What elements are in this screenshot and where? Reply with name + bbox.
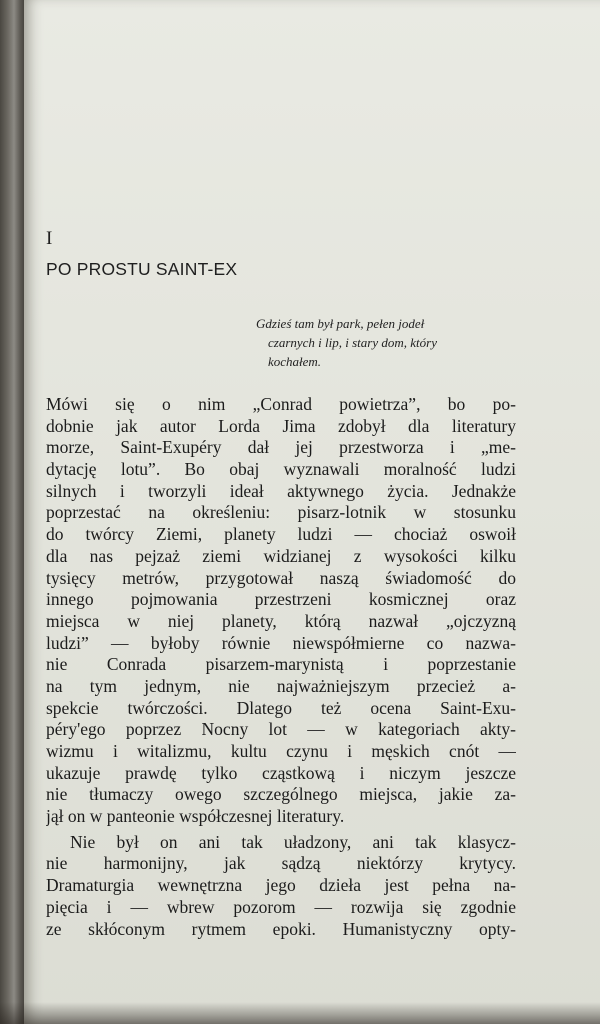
epigraph-line: Gdzieś tam był park, pełen jodeł [256,316,425,331]
body-line: morze, Saint-Exupéry dał jej przestworza i „me- [46,437,516,458]
chapter-number: I [46,228,53,249]
epigraph-line: czarnych i lip, i stary dom, który [268,335,437,350]
body-line: nie harmonijny, jak sądzą niektórzy krytycy. [46,853,516,874]
body-line: ukazuje prawdę tylko cząstkową i niczym jeszcze [46,762,516,783]
body-line: spekcie twórczości. Dlatego też ocena Saint-Exu- [46,697,516,718]
body-line: Dramaturgia wewnętrzna jego dzieła jest pełna na- [46,875,516,896]
body-line: pięcia i — wbrew pozorom — rozwija się zgodnie [46,896,516,917]
body-line: na tym jednym, nie najważniejszym przecież a- [46,675,516,696]
body-line: poprzestać na określeniu: pisarz-lotnik w stosunku [46,502,516,523]
body-line: péry'ego poprzez Nocny lot — w kategoriach akty- [46,719,516,740]
body-line: innego pojmowania przestrzeni kosmicznej oraz [46,589,516,610]
body-line: do twórcy Ziemi, planety ludzi — chociaż oswoił [46,524,516,545]
body-line: nie tłumaczy owego szczególnego miejsca, jakie za- [46,784,516,805]
body-line: miejsca w niej planety, którą nazwał „ojczyzną [46,610,516,631]
body-line: dytację lotu”. Bo obaj wyznawali moralność ludzi [46,459,516,480]
body-line: dla nas pejzaż ziemi widzianej z wysokości kilku [46,545,516,566]
body-line: dobnie jak autor Lorda Jima zdobył dla literatury [46,415,516,436]
body-line: Nie był on ani tak uładzony, ani tak klasycz- [70,831,516,852]
body-line: jął on w panteonie współczesnej literatury. [46,806,345,827]
body-line: tysięcy metrów, przygotował naszą świadomość do [46,567,516,588]
epigraph [256,314,516,371]
body-text [46,394,516,940]
body-line: ze skłóconym rytmem epoki. Humanistyczny opty- [46,918,516,939]
body-line: silnych i tworzyli ideał aktywnego życia. Jednakże [46,480,516,501]
chapter-title: PO PROSTU SAINT-EX [46,259,238,279]
epigraph-line: kochałem. [268,354,322,369]
table-edge-shadow [0,1002,600,1024]
body-line: Mówi się o nim „Conrad powietrza”, bo po- [46,394,516,414]
body-line: wizmu i witalizmu, kultu czynu i męskich cnót — [46,741,516,761]
body-line: nie Conrada pisarzem-marynistą i poprzestanie [46,654,516,675]
body-line: ludzi” — byłoby równie niewspółmierne co nazwa- [46,632,516,653]
